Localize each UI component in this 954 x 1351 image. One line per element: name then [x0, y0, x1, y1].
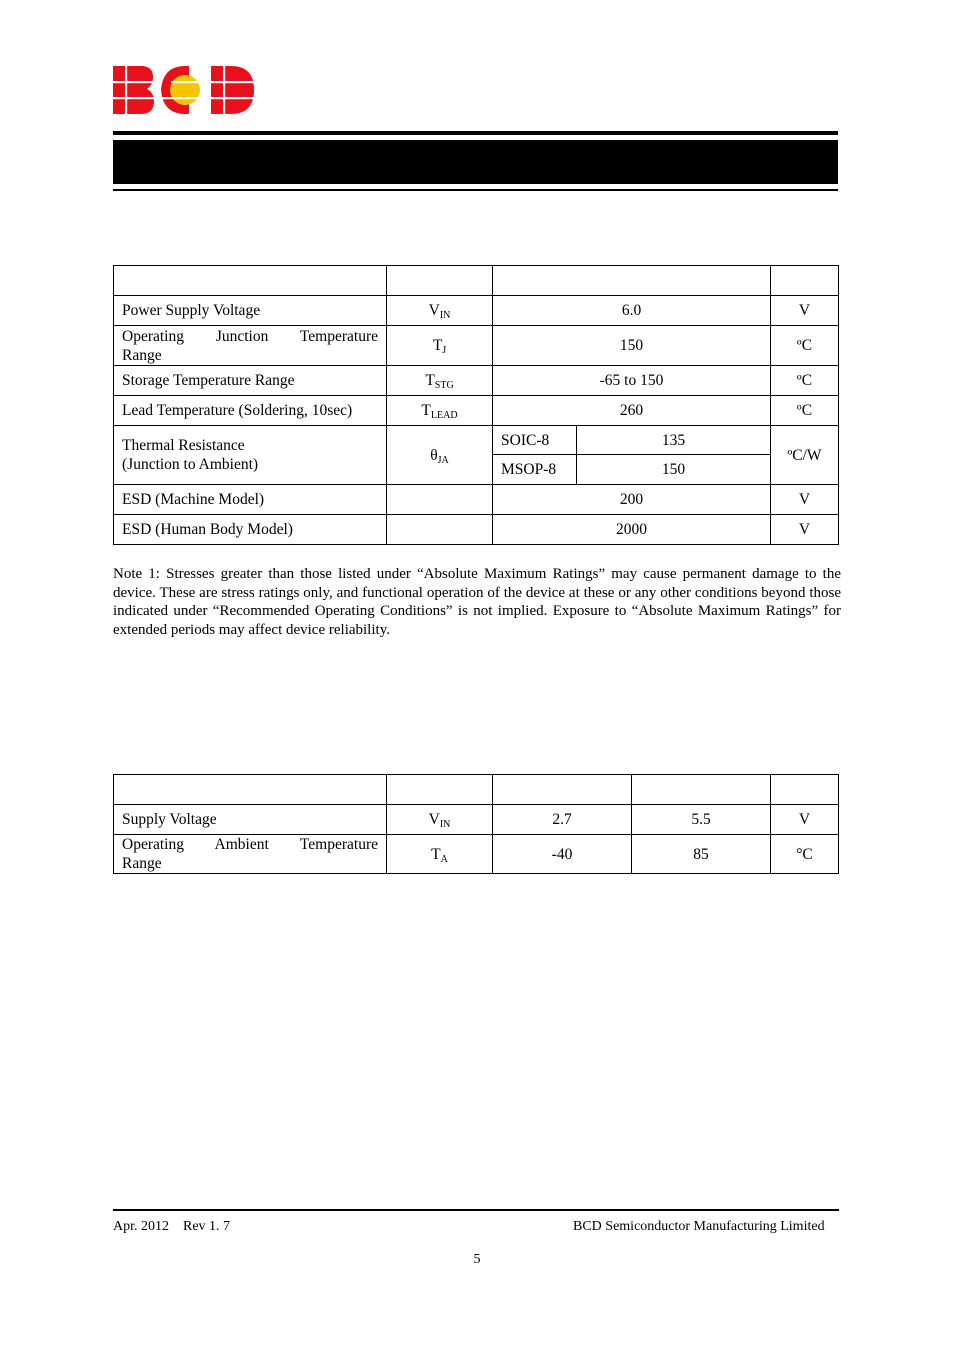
bcd-logo — [113, 66, 255, 114]
max-cell: 85 — [632, 835, 771, 874]
unit-cell: V — [771, 296, 839, 326]
parameter-cell: Operating Ambient Temperature Range — [114, 835, 387, 874]
table-row — [114, 515, 839, 545]
value-cell: 2000 — [493, 515, 771, 545]
value-cell: 260 — [493, 396, 771, 426]
value-cell: 150 — [577, 455, 771, 485]
unit-cell: V — [771, 805, 839, 835]
footer-date: Apr. 2012 — [113, 1219, 169, 1234]
unit-cell: V — [771, 515, 839, 545]
footer-date-rev — [113, 1219, 230, 1235]
table-row — [114, 366, 839, 396]
parameter-cell: Supply Voltage — [114, 805, 387, 835]
unit-cell: ºC — [771, 326, 839, 366]
note-paragraph: Note 1: Stresses greater than those listed under “Absolute Maximum Ratings” may cause permanent damage to the device. These are stress ratings only, and functional operation of the device at these or any other conditions beyond those indicated under “Recommended Operating Conditions” is not implied. Exposure to “Absolute Maximum Ratings” for extended periods may affect device reliability. — [113, 566, 841, 639]
parameter-cell: Thermal Resistance (Junction to Ambient) — [114, 426, 387, 485]
symbol-cell — [387, 515, 493, 545]
symbol-cell: $V_{IN}$ — [387, 805, 493, 835]
symbol-cell: $V_{IN}$ — [387, 296, 493, 326]
symbol-cell: $T_A$ — [387, 835, 493, 874]
header-rule-bottom — [113, 189, 838, 191]
table-row — [114, 835, 839, 874]
page-number: 5 — [473, 1252, 481, 1267]
absolute-maximum-ratings-table — [113, 265, 839, 545]
header-title-bar — [113, 140, 838, 184]
parameter-cell: Storage Temperature Range — [114, 366, 387, 396]
symbol-cell: $T_{STG}$ — [387, 366, 493, 396]
parameter-cell: Lead Temperature (Soldering, 10sec) — [114, 396, 387, 426]
unit-cell: ºC/W — [771, 426, 839, 485]
min-cell: 2.7 — [493, 805, 632, 835]
parameter-cell: Operating Junction Temperature Range — [114, 326, 387, 366]
value-cell: -65 to 150 — [493, 366, 771, 396]
table-row — [114, 805, 839, 835]
value-cell: 6.0 — [493, 296, 771, 326]
package-cell: MSOP-8 — [493, 455, 577, 485]
footer-company: BCD Semiconductor Manufacturing Limited — [573, 1219, 825, 1234]
header-rule-top — [113, 131, 838, 135]
table-row — [114, 396, 839, 426]
table-row — [114, 426, 839, 455]
parameter-cell: Power Supply Voltage — [114, 296, 387, 326]
symbol-cell: $T_{LEAD}$ — [387, 396, 493, 426]
parameter-cell: ESD (Machine Model) — [114, 485, 387, 515]
symbol-cell: $\theta_{JA}$ — [387, 426, 493, 485]
max-cell: 5.5 — [632, 805, 771, 835]
value-cell: 135 — [577, 426, 771, 455]
unit-cell: °C — [771, 835, 839, 874]
package-cell: SOIC-8 — [493, 426, 577, 455]
value-cell: 150 — [493, 326, 771, 366]
unit-cell: ºC — [771, 366, 839, 396]
table-header-row — [114, 775, 839, 805]
unit-cell: ºC — [771, 396, 839, 426]
min-cell: -40 — [493, 835, 632, 874]
footer-rule — [113, 1209, 839, 1211]
unit-cell: V — [771, 485, 839, 515]
recommended-operating-conditions-table — [113, 774, 839, 874]
table-header-row — [114, 266, 839, 296]
footer-rev: Rev 1. 7 — [183, 1219, 231, 1234]
symbol-cell — [387, 485, 493, 515]
symbol-cell: $T_J$ — [387, 326, 493, 366]
table-row — [114, 485, 839, 515]
table-row — [114, 296, 839, 326]
value-cell: 200 — [493, 485, 771, 515]
table-row — [114, 326, 839, 366]
parameter-cell: ESD (Human Body Model) — [114, 515, 387, 545]
